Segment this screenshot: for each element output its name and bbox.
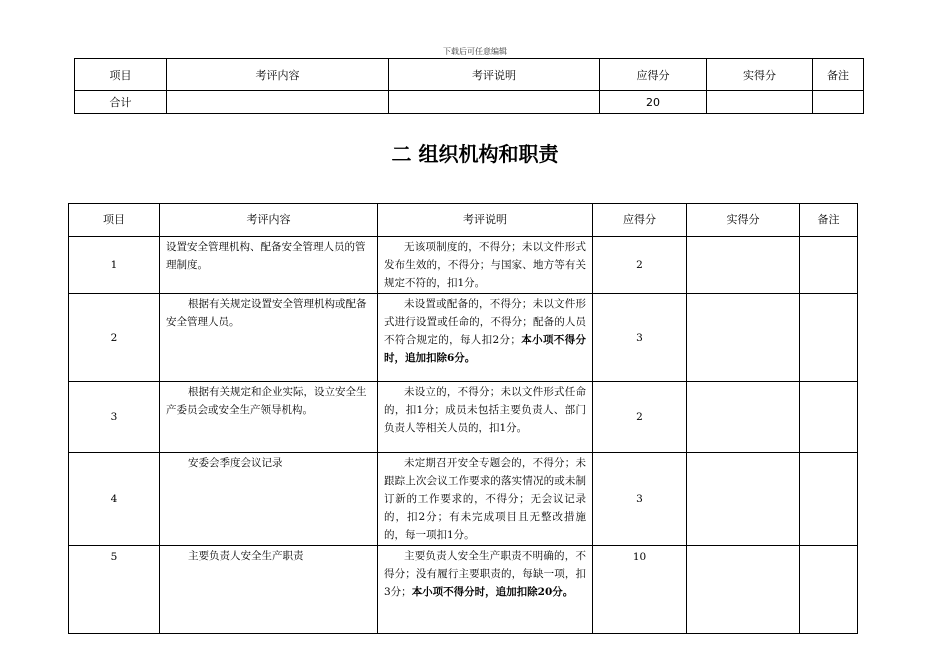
row-content: 设置安全管理机构、配备安全管理人员的管理制度。 (160, 237, 378, 294)
row-score: 10 (593, 546, 687, 634)
section-title: 二 组织机构和职责 (391, 142, 559, 166)
row-description (378, 382, 593, 453)
table-row (69, 237, 858, 294)
header-score-due: 应得分 (600, 59, 707, 91)
row-remarks (800, 294, 858, 382)
header-item: 项目 (75, 59, 167, 91)
header-description: 考评说明 (389, 59, 600, 91)
total-content-cell (167, 91, 389, 114)
row-description (378, 294, 593, 382)
table-row (69, 453, 858, 546)
total-score: 20 (600, 91, 707, 114)
row-score: 3 (593, 294, 687, 382)
row-remarks (800, 453, 858, 546)
header-description: 考评说明 (378, 204, 593, 237)
assessment-header-row (69, 204, 858, 237)
total-actual-cell (707, 91, 813, 114)
description-bold-text: 本小项不得分时，追加扣除20分。 (411, 586, 574, 598)
assessment-table (68, 203, 858, 634)
watermark: 下载后可任意编辑 (443, 47, 507, 56)
description-text: 无该项制度的，不得分；未以文件形式发布生效的，不得分；与国家、地方等有关规定不符的，扣1分。 (384, 241, 586, 289)
row-actual-score (687, 294, 800, 382)
row-content: 安委会季度会议记录 (160, 453, 378, 546)
summary-total-row (75, 91, 864, 114)
header-score-actual: 实得分 (687, 204, 800, 237)
row-score: 2 (593, 237, 687, 294)
row-description (378, 237, 593, 294)
row-remarks (800, 382, 858, 453)
table-row (69, 382, 858, 453)
description-text: 未设置或配备的，不得分；未以文件形式进行设置或任命的，不得分；配备的人员不符合规定的，每人扣2分； (384, 298, 586, 346)
table-row (69, 546, 858, 634)
row-number: 3 (69, 382, 160, 453)
header-remarks: 备注 (800, 204, 858, 237)
header-remarks: 备注 (813, 59, 864, 91)
description-text: 主要负责人安全生产职责不明确的，不得分；没有履行主要职责的，每缺一项，扣3分； (384, 550, 586, 598)
description-bold-text: 本小项不得分时，追加扣除6分。 (384, 334, 586, 364)
summary-header-row (75, 59, 864, 91)
row-description (378, 546, 593, 634)
header-score-due: 应得分 (593, 204, 687, 237)
row-actual-score (687, 546, 800, 634)
row-remarks (800, 237, 858, 294)
header-score-actual: 实得分 (707, 59, 813, 91)
row-actual-score (687, 237, 800, 294)
total-description-cell (389, 91, 600, 114)
row-score: 3 (593, 453, 687, 546)
row-actual-score (687, 382, 800, 453)
row-content: 根据有关规定和企业实际，设立安全生产委员会或安全生产领导机构。 (160, 382, 378, 453)
row-content: 主要负责人安全生产职责 (160, 546, 378, 634)
description-text: 未设立的，不得分；未以文件形式任命的，扣1分；成员未包括主要负责人、部门负责人等相关人员的，扣1分。 (384, 386, 586, 434)
header-content: 考评内容 (167, 59, 389, 91)
header-item: 项目 (69, 204, 160, 237)
row-description (378, 453, 593, 546)
total-label: 合计 (75, 91, 167, 114)
row-remarks (800, 546, 858, 634)
header-content: 考评内容 (160, 204, 378, 237)
row-score: 2 (593, 382, 687, 453)
row-actual-score (687, 453, 800, 546)
row-content: 根据有关规定设置安全管理机构或配备安全管理人员。 (160, 294, 378, 382)
row-number: 5 (69, 546, 160, 634)
row-number: 1 (69, 237, 160, 294)
table-row (69, 294, 858, 382)
total-remarks-cell (813, 91, 864, 114)
row-number: 2 (69, 294, 160, 382)
summary-table (74, 58, 864, 114)
row-number: 4 (69, 453, 160, 546)
description-text: 未定期召开安全专题会的，不得分；未跟踪上次会议工作要求的落实情况的或未制订新的工作要求的，不得分；无会议记录的，扣2分；有未完成项目且无整改措施的，每一项扣1分。 (384, 457, 586, 541)
